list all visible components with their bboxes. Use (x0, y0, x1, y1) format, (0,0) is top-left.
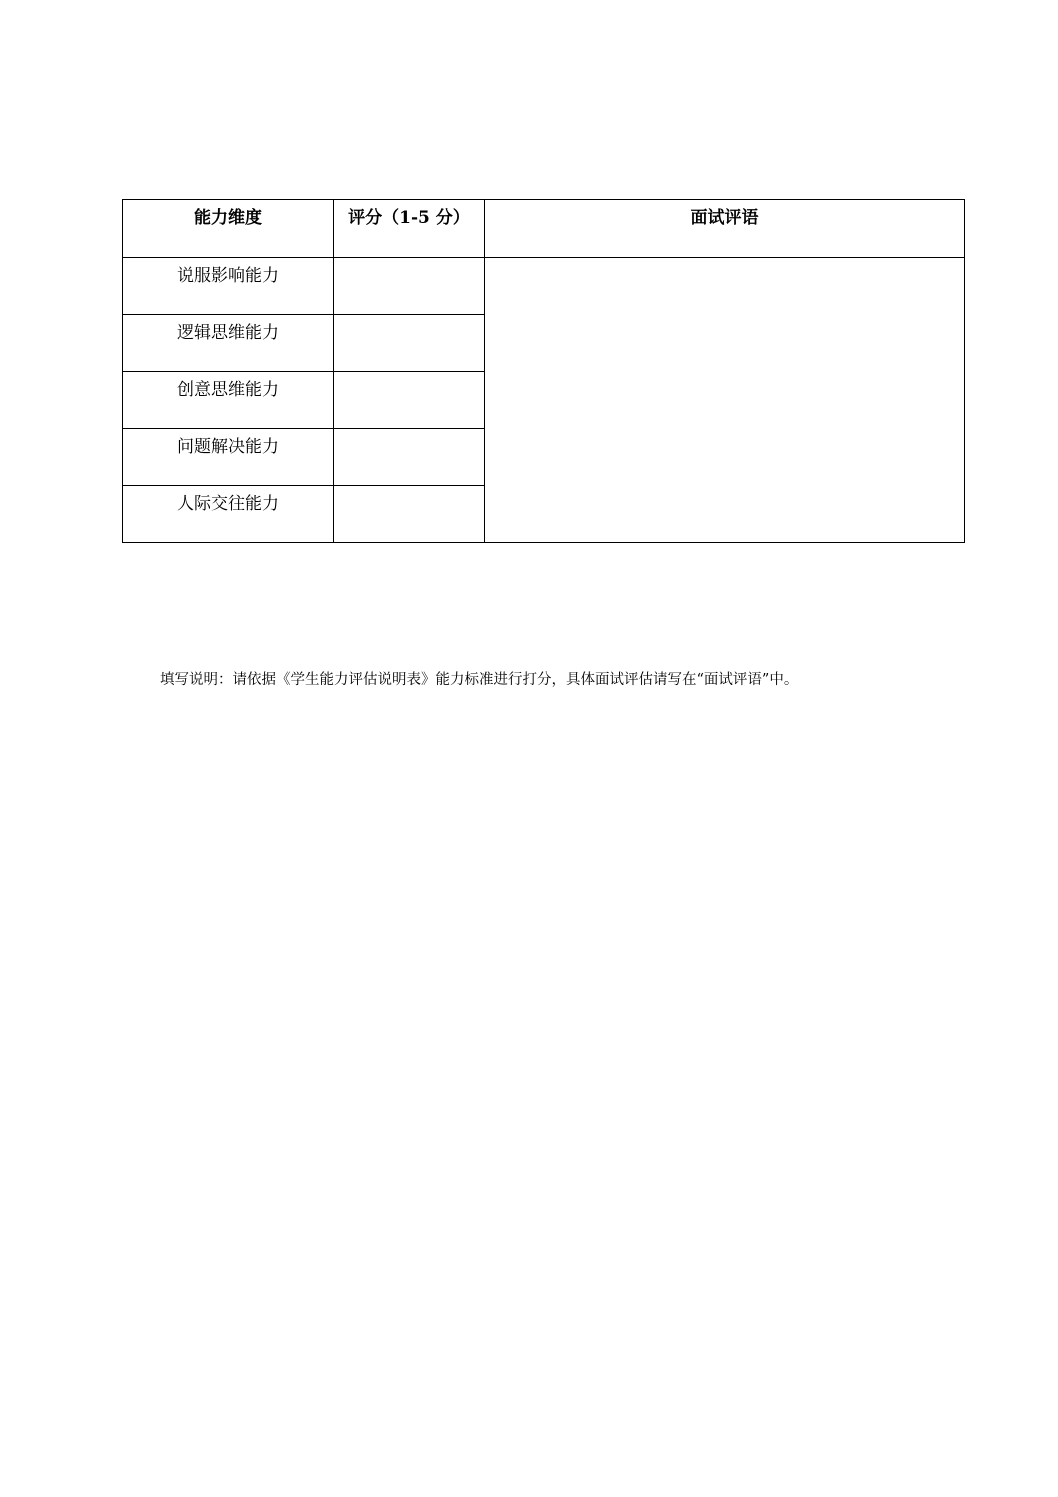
table-header-row (123, 200, 965, 258)
score-cell[interactable] (334, 372, 485, 429)
ability-evaluation-table (122, 199, 965, 543)
score-cell[interactable] (334, 315, 485, 372)
dimension-cell: 创意思维能力 (123, 372, 334, 429)
table-row (123, 258, 965, 315)
dimension-cell: 说服影响能力 (123, 258, 334, 315)
score-cell[interactable] (334, 429, 485, 486)
header-score: 评分（1-5 分） (334, 200, 485, 258)
fill-instructions: 填写说明：请依据《学生能力评估说明表》能力标准进行打分，具体面试评估请写在“面试评语”中。 (160, 672, 799, 688)
header-comment: 面试评语 (485, 200, 965, 258)
score-cell[interactable] (334, 486, 485, 543)
header-dimension: 能力维度 (123, 200, 334, 258)
comment-cell[interactable] (485, 258, 965, 543)
dimension-cell: 问题解决能力 (123, 429, 334, 486)
score-cell[interactable] (334, 258, 485, 315)
dimension-cell: 逻辑思维能力 (123, 315, 334, 372)
dimension-cell: 人际交往能力 (123, 486, 334, 543)
